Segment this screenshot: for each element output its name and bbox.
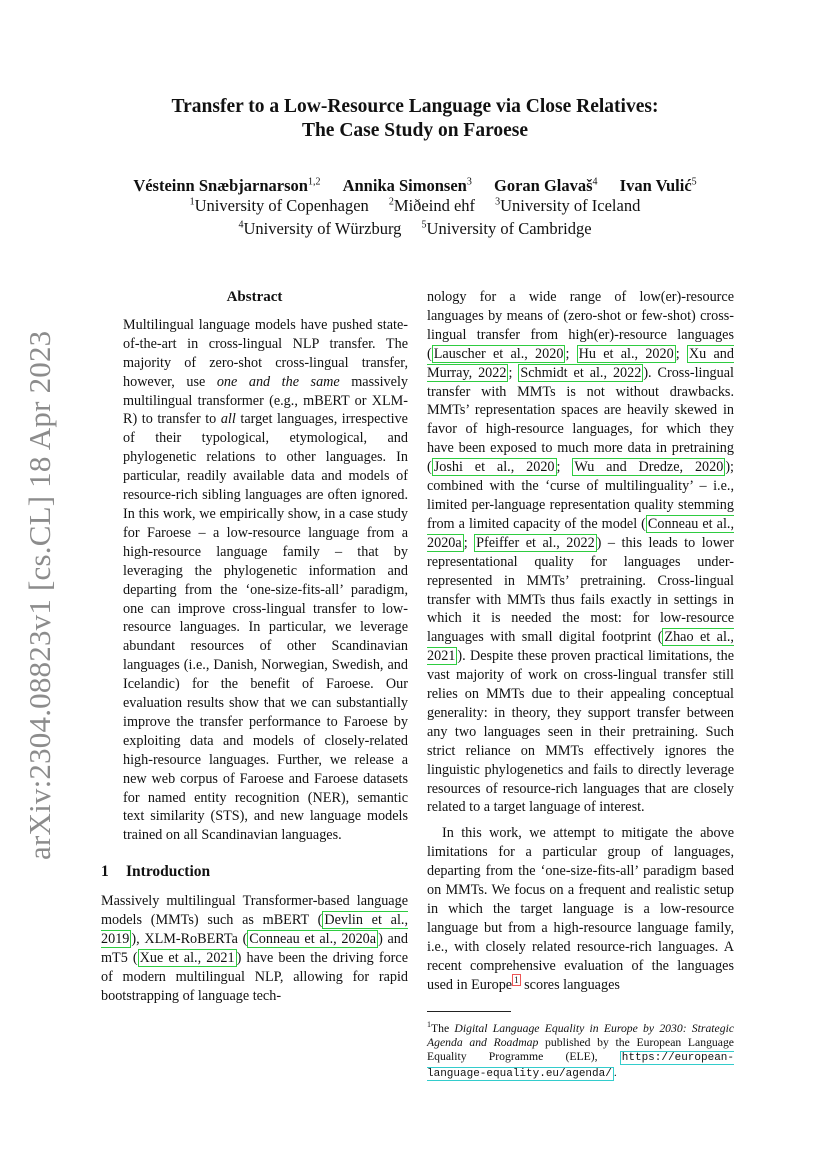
right-column [427,288,734,1081]
affiliations-line-1 [100,192,730,216]
intro-paragraph-continued: nology for a wide range of low(er)-resource languages by means of (zero-shot or few-shot) cross-lingual transfer from high(er)-resource languages ( Lauscher et al., 2020 ; Hu et al., 2020 ; Xu and Murray, 2022 ; Schmidt et al., 2022 ). Cross-lingual transfer with MMTs is not without drawbacks. MMTs’ representation spaces are heavily skewed in favor of high-resource languages, for which they have been exposed to much more data in pretraining ( Joshi et al., 2020 ; Wu and Dredze, 2020 ); combined with the ‘curse of multilinguality’ – i.e., limited per-language representation quality stemming from a limited capacity of the model ( Conneau et al., 2020a ; Pfeiffer et al., 2022 ) – this leads to lower representational quality for languages under-represented in MMTs’ pretraining. Cross-lingual transfer with MMTs thus fails exactly in settings in which it is needed the most: for low-resource languages with small digital footprint ( Zhao et al., 2021 ). Despite these proven practical limitations, the vast majority of work on cross-lingual transfer still relies on MMTs due to their appealing conceptual generality: in theory, they support transfer between any two languages seen in their pretraining. Such strict reliance on MMTs effectively ignores the linguistic phylogenetics and fails to directly leverage resources of resource-rich languages that are closely related to a target language of interest. [427,289,734,816]
citation-link[interactable]: Xu and Murray, 2022 [427,345,734,381]
affiliation: $^5$University of Cambridge [421,219,592,238]
citation-link[interactable]: Zhao et al., 2021 [427,629,734,665]
citation-link[interactable]: Joshi et al., 2020 [433,459,555,476]
footnote-marker[interactable]: 1 [514,974,519,985]
section-heading-introduction: 1 Introduction [101,863,211,881]
citation-link[interactable]: Devlin et al., 2019 [101,912,409,947]
citation-link[interactable]: Wu and Dredze, 2020 [574,459,724,476]
affiliations [100,192,730,239]
affiliation: $^2$Miðeind ehf [388,195,476,215]
affiliation: $^3$University of Iceland [495,195,641,215]
affiliations-line-2 [100,216,730,240]
citation-link[interactable]: Conneau et al., 2020a [249,931,377,947]
citation-link[interactable]: Xue et al., 2021 [139,949,235,966]
citation-link[interactable]: Lauscher et al., 2020 [433,345,564,362]
footnote-url-link[interactable]: https://european-language-equality.eu/agenda/ [427,1052,734,1080]
left-column [101,288,408,1006]
citation-link[interactable]: Conneau et al., 2020a [427,515,734,551]
abstract-heading: Abstract [226,289,283,305]
intro-paragraph: Massively multilingual Transformer-based language models (MMTs) such as mBERT ( Devlin et al., 2019 ), XLM-RoBERTa ( Conneau et al., 2020a ) and mT5 ( Xue et al., 2021 ) have been the driving force of modern multilingual NLP, allowing for rapid bootstrapping of language tech- [101,893,409,1004]
author: Annika Simonsen$^3$ [342,175,472,195]
title-line-2: The Case Study on Faroese [301,120,529,141]
citation-link[interactable]: Schmidt et al., 2022 [520,364,642,381]
paper-title [120,95,710,143]
intro-paragraph-2: In this work, we attempt to mitigate the above limitations for a particular group of languages, departing from the ‘one-size-fits-all’ paradigm based on MMTs. We focus on a frequent and realistic setup in which the target language is a low-resource language but from a high-resource language family, i.e., with closely related resource-rich languages. A recent comprehensive evaluation of the languages used in Europe $^1$ scores languages [427,825,734,993]
author: Goran Glavaš$^4$ [493,175,598,195]
citation-link[interactable]: Pfeiffer et al., 2022 [476,534,595,551]
footnote: $^1$The Digital Language Equality in Europe by 2030: Strategic Agenda and Roadmap published by the European Language Equality Programme (ELE), https://european-language-equality.eu/agenda/ . [427,1019,735,1080]
abstract-text: Multilingual language models have pushed state-of-the-art in cross-lingual NLP transfer. The majority of zero-shot cross-lingual transfer, however, use one and the same massively multilingual transformer (e.g., mBERT or XLM-R) to transfer to all target languages, irrespective of their typological, etymological, and phylogenetic relations to other languages. In particular, readily available data and models of resource-rich sibling languages are often ignored. In this work, we empirically show, in a case study for Faroese – a low-resource language from a high-resource language family – that by leveraging the phylogenetic information and departing from the ‘one-size-fits-all’ paradigm, one can improve cross-lingual transfer to low-resource languages. In particular, we leverage abundant resources of other Scandinavian languages (i.e., Danish, Norwegian, Swedish, and Icelandic) for the benefit of Faroese. Our evaluation results show that we can substantially improve the transfer performance to Faroese by exploiting data and models of closely-related high-resource languages. Further, we release a new web corpus of Faroese and Faroese datasets for named entity recognition (NER), semantic text similarity (STS), and new language models trained on all Scandinavian languages. [123,316,408,844]
affiliation: $^1$University of Copenhagen [189,195,369,215]
affiliation: $^4$University of Würzburg [238,219,402,238]
citation-link[interactable]: Hu et al., 2020 [578,345,674,362]
footnote-divider [427,1011,511,1012]
author: Vésteinn Snæbjarnarson$^{1,2}$ [133,175,321,195]
arxiv-identifier[interactable]: arXiv:2304.08823v1 [cs.CL] 18 Apr 2023 [22,330,57,860]
author: Ivan Vulić$^5$ [619,175,697,195]
title-line-1: Transfer to a Low-Resource Language via Close Relatives: [171,96,659,117]
